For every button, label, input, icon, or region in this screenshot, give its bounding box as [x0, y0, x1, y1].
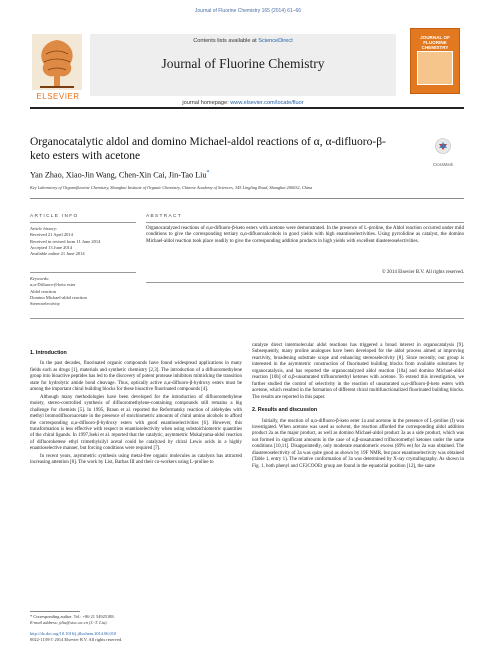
abstract-copyright: © 2014 Elsevier B.V. All rights reserved. [381, 270, 464, 275]
crossmark-label: CrossMark [432, 162, 454, 167]
footnote-email[interactable]: E-mail address: jtliu@sioc.ac.cn (J.-T. Liu). [30, 619, 108, 625]
article-info-heading: ARTICLE INFO [30, 214, 79, 219]
keywords [30, 276, 136, 307]
abstract-rule [146, 222, 464, 223]
history-item: Available online 21 June 2014 [30, 251, 85, 257]
paragraph: Although many methodologies have been developed for the introduction of difluoromethylene moiety, stereo-controlled synthesis of difluoromethylene-containing compounds still remains a big challenge for chemists [5]. In 1995, Braun et al. reported the Reformatsky reaction of aldehydes with methyl bromodifluoroacetate in the presence of stoichiometric amounts of chiral amino alcohols to afford the corresponding α,α-difluoro-β-hydroxy esters with good enantioselectivities [6]. However, this transformation is less effective with respect to enantioselectivity when using substoichiometric quantities of the chiral ligands. In 1997,Iseki et al. reported that the catalytic, asymmetric Mukaiyama-aldol reaction of difluoroketene ethyl trimethylsilyl acetal could be catalyzed by chiral Lewis acids in a highly enantioselective manner, but forcing conditions were required [7]. [30, 394, 242, 452]
keyword-item: α,α-Difluoro-β-keto ester [30, 282, 76, 288]
history-label: Article history: [30, 226, 58, 231]
paragraph: Initially, the reaction of α,α-difluoro-β-keto ester 1a and acetone in the presence of L-proline (I) was investigated. When acetone was used as solvent, the reaction afforded the corresponding aldol addition product 2a as the major product, as well as domino Michael-aldol product 3a as a side product, which was not formed in significant amounts in the case of α,β-unsaturated trifluoromethyl ketones under the same conditions [10,11]. Disappointedly, only moderate enantiomeric excess (69% ee) for 2a was obtained. The diastereoselectivity of 3a was quite good as shown by 19F NMR, but poor enantioselectivity was obtained (Table 1, entry 1). The relative conformation of 3a was determined by X-ray crystallography. As shown in Fig. 1, both phenyl and CF2COOEt group are found in the equatorial position [12], the same [252, 418, 464, 469]
cover-illustration [417, 51, 453, 85]
issn-line: 0022-1139/© 2014 Elsevier B.V. All rights reserved. [30, 636, 123, 642]
footnote-corresponding-text: Corresponding author. Tel.: +86 21 54925188. [33, 614, 115, 619]
section-heading-results: 2. Results and discussion [252, 407, 318, 414]
footnote-mark: * [30, 614, 33, 619]
corresponding-author-mark[interactable]: * [206, 170, 210, 176]
keyword-item: Domino Michael-aldol reaction [30, 294, 87, 300]
paragraph: In recent years, asymmetric synthesis using metal-free organic molecules as catalysts has attracted increasing attention [8]. The work by List, Barbas III and their co-workers using L-proline to [30, 453, 242, 466]
history-item: Accepted 13 June 2014 [30, 244, 73, 250]
elsevier-tree-logo [32, 34, 82, 98]
article-title: Organocatalytic aldol and domino Michael-aldol reactions of α, α-difluoro-β-keto esters with acetone [30, 136, 386, 162]
contents-line [90, 38, 396, 44]
article-info-rule [30, 222, 136, 223]
keyword-item: Aldol reaction [30, 288, 56, 294]
header-rule [30, 107, 464, 109]
publisher-name: ELSEVIER [36, 92, 80, 101]
journal-cover-image [410, 28, 460, 94]
body-left-column [30, 350, 242, 468]
cover-title: JOURNAL OF FLUORINE CHEMISTRY [420, 35, 450, 50]
homepage-link[interactable]: www.elsevier.com/locate/fluor [230, 100, 304, 106]
sciencedirect-link[interactable]: ScienceDirect [258, 38, 293, 44]
article-history [30, 226, 136, 257]
paragraph: catalyze direct intermolecular aldol reactions has triggered a broad interest in organocatalysis [9]. Subsequently, many proline analogues have been developed for the aldol process aimed at improving reactivity, broadening substrate scope and enhancing stereoselectivity [8]. Since recently, our group is interested in the asymmetric construction of fluorinated building blocks from available substrates by organocatalysis, and has reported the organocatalyzed aldol reaction [10a] and domino Michael-aldol reaction [10b] of α,β-unsaturated trifluoromethyl ketones with acetone. To extend this investigation, we further studied the control of selectivity in the reaction of unsaturated α,α-difluoro-β-keto esters with acetone, which resulted in the formation of different chiral multifunctionalized fluorinated building blocks. The results are reported in this paper. [252, 343, 464, 400]
title-rule [30, 198, 464, 199]
abstract-heading: ABSTRACT [146, 214, 182, 219]
crossmark-icon [425, 136, 461, 160]
body-right-column [252, 343, 464, 471]
author-list [30, 170, 430, 180]
keywords-rule [30, 272, 136, 273]
doi-block [30, 631, 242, 642]
crossmark-badge[interactable] [425, 136, 461, 167]
homepage-line [90, 100, 396, 106]
keyword-item: Stereoselectivity [30, 301, 60, 307]
paragraph: In the past decades, fluorinated organic compounds have found widespread applications in many fields such as drugs [1], materials and synthetic chemistry [2,3]. The introduction of a difluoromethylene group into bioactive peptides has led to the discovery of potent protease inhibitors mimicking the transition state for hydrolytic amide bond cleavage. Thus, optically active α,α-difluoro-β-hydroxy esters must be among the important chiral building blocks for these bioactive fluorinated compounds [4]. [30, 361, 242, 393]
history-item: Received in revised form 11 June 2014 [30, 238, 101, 244]
history-item: Received 21 April 2014 [30, 232, 73, 238]
contents-prefix: Contents lists available at [193, 38, 259, 44]
authors-text: Yan Zhao, Xiao-Jin Wang, Chen-Xin Cai, Jin-Tao Liu [30, 170, 207, 180]
doi-link[interactable]: http://dx.doi.org/10.1016/j.jfluchem.2014.06.010 [30, 631, 117, 636]
footnote [30, 614, 242, 625]
section-heading-introduction: 1. Introduction [30, 350, 67, 356]
footnote-rule [30, 611, 80, 612]
abstract-bottom-rule [146, 282, 464, 283]
front-matter-rule [30, 318, 464, 319]
affiliation: Key Laboratory of Organofluorine Chemistry, Shanghai Institute of Organic Chemistry, Chinese Academy of Sciences, 345 Lingling Road, Shanghai 200032, China [30, 185, 313, 190]
abstract-text: Organocatalyzed reactions of α,α-difluoro-β-keto esters with acetone were demonstrated. In the presence of L-proline, the Aldol reaction occurred under mild conditions to give the corresponding tertiary α,α-difluoroalcohols in good yields with high enantioselectivities. Using pyrrolidine as catalyst, the domino Michael-aldol reaction took place readily to give the corresponding addition products in high yields with excellent diastereoselectivities. [146, 226, 464, 244]
homepage-prefix: journal homepage: [182, 100, 231, 106]
journal-reference: Journal of Fluorine Chemistry 165 (2014) 61–66 [194, 8, 302, 14]
keywords-label: Keywords: [30, 276, 50, 281]
journal-name: Journal of Fluorine Chemistry [161, 56, 325, 71]
